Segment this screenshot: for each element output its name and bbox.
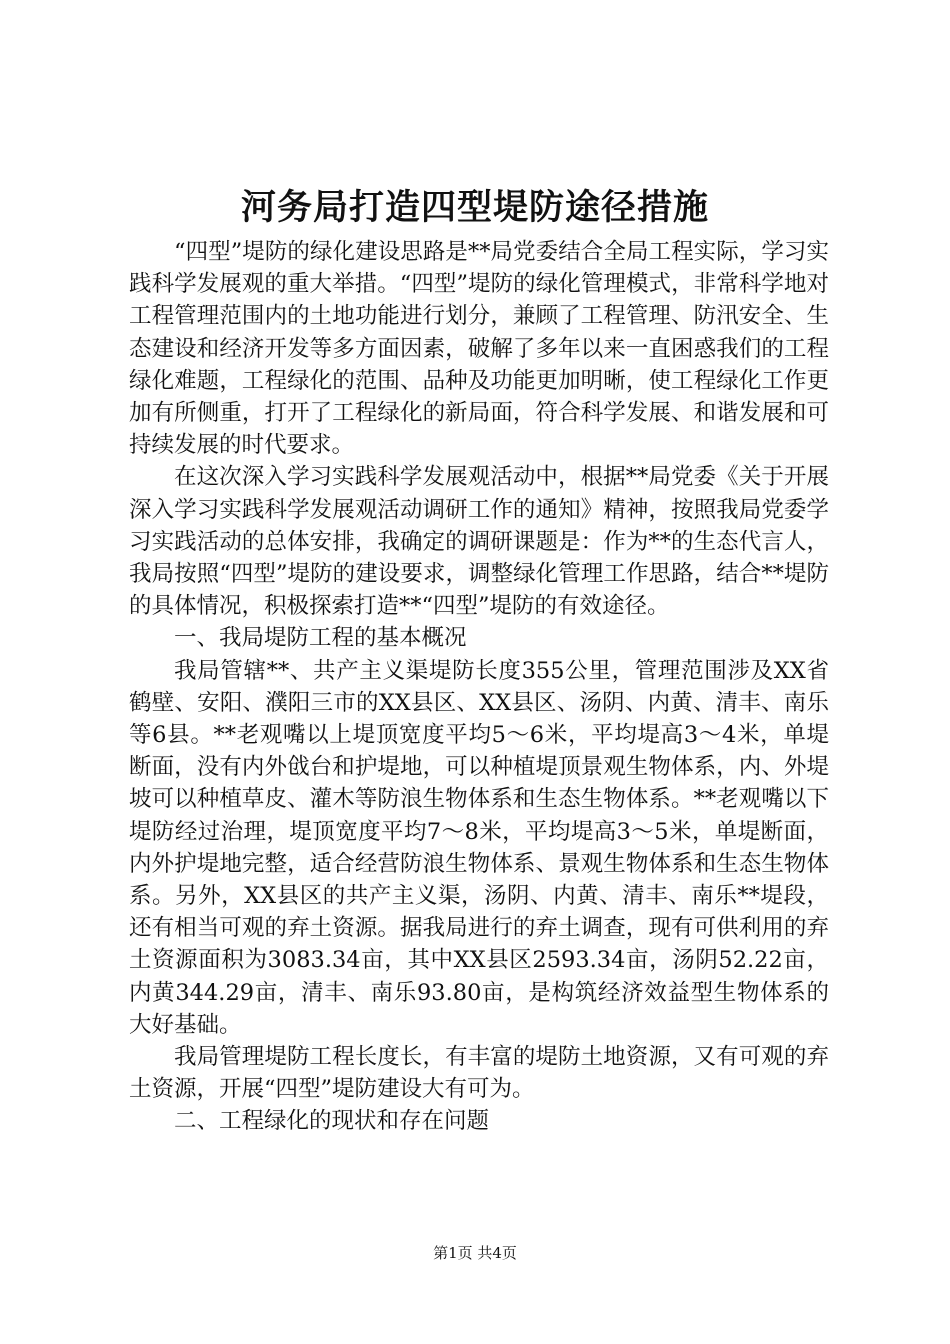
paragraph-intro: “四型”堤防的绿化建设思路是**局党委结合全局工程实际，学习实践科学发展观的重大举措。“四型”堤防的绿化管理模式，非常科学地对工程管理范围内的土地功能进行划分，兼顾了工程管理、防汛安全、生态建设和经济开发等多方面因素，破解了多年以来一直困惑我们的工程绿化难题，工程绿化的范围、品种及功能更加明晰，使工程绿化工作更加有所侧重，打开了工程绿化的新局面，符合科学发展、和谐发展和可持续发展的时代要求。	[129, 239, 829, 459]
document-body	[129, 236, 829, 1138]
paragraph-embankment-overview: 我局管辖**、共产主义渠堤防长度355公里，管理范围涉及XX省鹤壁、安阳、濮阳三市的XX县区、XX县区、汤阴、内黄、清丰、南乐等6县。**老观嘴以上堤顶宽度平均5～6米，平均堤高3～4米，单堤断面，没有内外戗台和护堤地，可以种植堤顶景观生物体系，内、外堤坡可以种植草皮、灌木等防浪生物体系和生态生物体系。**老观嘴以下堤防经过治理，堤顶宽度平均7～8米，平均堤高3～5米，单堤断面，内外护堤地完整，适合经营防浪生物体系、景观生物体系和生态生物体系。另外，XX县区的共产主义渠，汤阴、内黄、清丰、南乐**堤段，还有相当可观的弃土资源。据我局进行的弃土调查，现有可供利用的弃土资源面积为3083.34亩，其中XX县区2593.34亩，汤阴52.22亩，内黄344.29亩，清丰、南乐93.80亩，是构筑经济效益型生物体系的大好基础。	[129, 657, 829, 1038]
section-heading-overview: 一、我局堤防工程的基本概况	[174, 625, 467, 652]
document-title: 河务局打造四型堤防途径措施	[240, 187, 709, 228]
paragraph-conclusion: 我局管理堤防工程长度长，有丰富的堤防土地资源，又有可观的弃土资源，开展“四型”堤防建设大有可为。	[129, 1044, 829, 1103]
paragraph-research-topic: 在这次深入学习实践科学发展观活动中，根据**局党委《关于开展深入学习实践科学发展观活动调研工作的通知》精神，按照我局党委学习实践活动的总体安排，我确定的调研课题是：作为**的生态代言人，我局按照“四型”堤防的建设要求，调整绿化管理工作思路，结合**堤防的具体情况，积极探索打造**“四型”堤防的有效途径。	[129, 464, 829, 620]
page-number-footer: 第1页 共4页	[433, 1244, 517, 1262]
section-heading-current-status: 二、工程绿化的现状和存在问题	[174, 1108, 490, 1135]
